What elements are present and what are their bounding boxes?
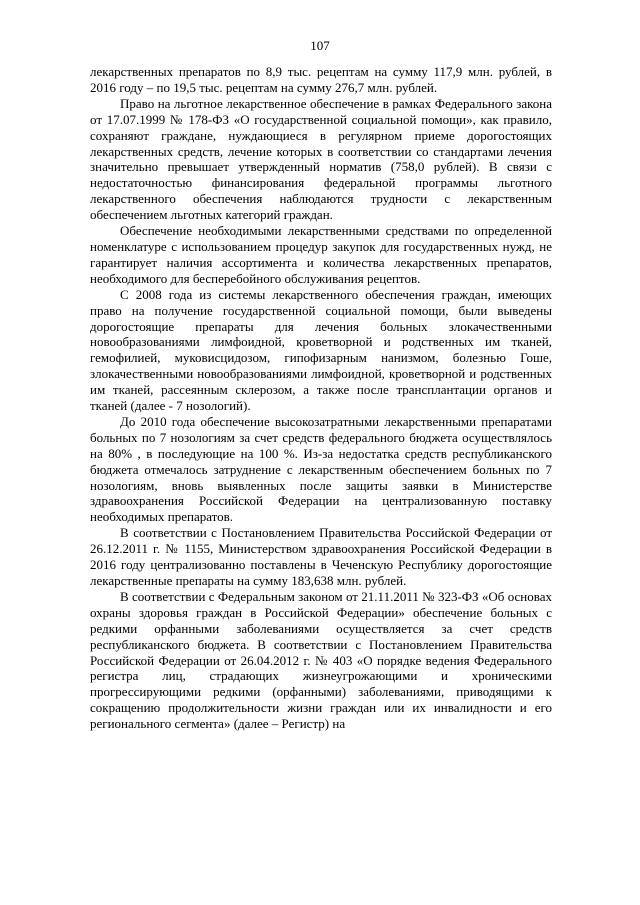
paragraph-continuation: лекарственных препаратов по 8,9 тыс. рецептам на сумму 117,9 млн. рублей, в 2016 году – по 19,5 тыс. рецептам на сумму 276,7 млн. рублей. (90, 64, 552, 95)
paragraph-orphan-diseases: В соответствии с Федеральным законом от 21.11.2011 № 323-ФЗ «Об основах охраны здоровья граждан в Российской Федерации» обеспечение больных с редкими орфанными заболеваниями осуществляется за счет средств республиканского бюджета. В соответствии с Постановлением Правительства Российской Федерации от 26.04.2012 г. № 403 «О порядке ведения Федерального регистра лиц, страдающих жизнеугрожающими и хроническими прогрессирующими редкими (орфанными) заболеваниями, приводящими к сокращению продолжительности жизни граждан или их инвалидности и его регионального сегмента» (далее – Регистр) на (90, 588, 552, 732)
page-number: 107 (310, 38, 330, 53)
paragraph-government-decree-1155: В соответствии с Постановлением Правительства Российской Федерации от 26.12.2011 г. № 1155, Министерством здравоохранения Российской Федерации в 2016 году централизованно поставлены в Чеченскую Республику дорогостоящие лекарственные препараты на сумму 183,638 млн. рублей. (90, 525, 552, 588)
paragraph-federal-funding: До 2010 года обеспечение высокозатратными лекарственными препаратами больных по 7 нозологиям за счет средств федерального бюджета осуществлялось на 80% , в последующие на 100 %. Из-за недостатка средств республиканского бюджета отмечалось затруднение с лекарственным обеспечением больных по 7 нозологиям, вновь выявленных после защиты заявки в Министерстве здравоохранения Российской Федерации на централизованную поставку необходимых препаратов. (90, 413, 552, 525)
body-text (90, 64, 552, 732)
paragraph-seven-nosologies: С 2008 года из системы лекарственного обеспечения граждан, имеющих право на получение государственной социальной помощи, были выведены дорогостоящие препараты для лечения больных злокачественными новообразованиями лимфоидной, кроветворной и родственных им тканей, гемофилией, муковисцидозом, гипофизарным нанизмом, болезнью Гоше, злокачественными новообразованиями лимфоидной, кроветворной и родственных им тканей, рассеянным склерозом, а также после трансплантации органов и тканей (далее - 7 нозологий). (90, 286, 552, 414)
paragraph-procurement: Обеспечение необходимыми лекарственными средствами по определенной номенклатуре с использованием процедур закупок для государственных нужд, не гарантирует наличия ассортимента и количества лекарственных препаратов, необходимого для бесперебойного обслуживания рецептов. (90, 223, 552, 286)
paragraph-preferential-drug-provision: Право на льготное лекарственное обеспечение в рамках Федерального закона от 17.07.1999 № 178-ФЗ «О государственной социальной помощи», как правило, сохраняют граждане, нуждающиеся в регулярном приеме дорогостоящих лекарственных средств, лечение которых в соответствии со стандартами лечения значительно превышает утвержденный норматив (758,0 рублей). В связи с недостаточностью финансирования федеральной программы льготного лекарственного обеспечения наблюдаются трудности с лекарственным обеспечением льготных категорий граждан. (90, 95, 552, 223)
